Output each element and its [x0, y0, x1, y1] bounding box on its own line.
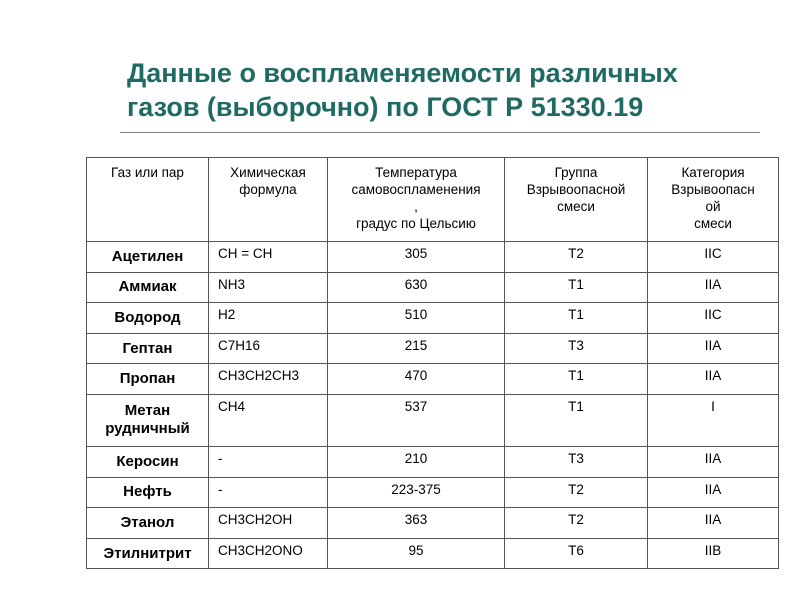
title-line-1: Данные о воспламеняемости различных	[127, 58, 678, 88]
cell-category: I	[648, 394, 779, 446]
cell-gas	[87, 303, 209, 334]
header-category-line: Взрывоопасн	[671, 182, 755, 197]
gas-name: Этилнитрит	[103, 544, 192, 562]
cell-formula: -	[209, 477, 328, 508]
cell-formula: C7H16	[209, 333, 328, 364]
table-row	[87, 538, 779, 569]
gas-name: Пропан	[119, 370, 176, 388]
gas-name: рудничный	[105, 420, 190, 438]
cell-group: T3	[505, 446, 648, 477]
cell-gas	[87, 508, 209, 539]
title-line-2: газов (выборочно) по ГОСТ Р 51330.19	[127, 92, 644, 122]
page-title	[127, 56, 767, 124]
gas-name: Метан	[124, 402, 171, 420]
header-category-line: ой	[705, 199, 721, 214]
cell-formula: CH4	[209, 394, 328, 446]
cell-gas	[87, 364, 209, 395]
cell-gas	[87, 242, 209, 273]
header-temperature-line: градус по Цельсию	[356, 216, 476, 231]
cell-category: IIA	[648, 333, 779, 364]
header-formula-line: формула	[239, 182, 297, 197]
cell-temperature: 210	[328, 446, 505, 477]
cell-group: T2	[505, 477, 648, 508]
cell-temperature: 363	[328, 508, 505, 539]
header-temperature-line: Температура	[375, 165, 457, 180]
table-row	[87, 394, 779, 446]
table-header-row	[87, 158, 779, 242]
gas-name: Ацетилен	[111, 247, 184, 265]
cell-temperature: 630	[328, 272, 505, 303]
flammability-table	[86, 157, 779, 569]
header-gas-line: Газ или пар	[111, 165, 184, 180]
gas-name: Аммиак	[118, 278, 177, 296]
header-group	[505, 158, 648, 242]
cell-group: T1	[505, 394, 648, 446]
gas-name: Нефть	[123, 483, 172, 501]
header-group-line: смеси	[557, 199, 595, 214]
cell-gas	[87, 446, 209, 477]
table-row	[87, 364, 779, 395]
header-gas	[87, 158, 209, 242]
gas-name: Гептан	[122, 339, 173, 357]
title-divider	[120, 132, 760, 133]
cell-formula: CH = CH	[209, 242, 328, 273]
cell-gas	[87, 272, 209, 303]
cell-category: IIB	[648, 538, 779, 569]
cell-gas	[87, 477, 209, 508]
gas-name: Керосин	[116, 452, 179, 470]
cell-category: IIA	[648, 364, 779, 395]
cell-group: T6	[505, 538, 648, 569]
header-group-line: Взрывоопасной	[526, 182, 626, 197]
header-temperature	[328, 158, 505, 242]
cell-temperature: 510	[328, 303, 505, 334]
cell-category: IIA	[648, 508, 779, 539]
cell-temperature: 215	[328, 333, 505, 364]
header-temperature-line: ,	[414, 199, 418, 214]
cell-category: IIA	[648, 272, 779, 303]
table-row	[87, 333, 779, 364]
cell-group: T1	[505, 272, 648, 303]
cell-category: IIA	[648, 446, 779, 477]
cell-formula: CH3CH2CH3	[209, 364, 328, 395]
cell-group: T2	[505, 242, 648, 273]
table-row	[87, 446, 779, 477]
table-row	[87, 242, 779, 273]
cell-temperature: 95	[328, 538, 505, 569]
table-row	[87, 508, 779, 539]
cell-temperature: 223-375	[328, 477, 505, 508]
cell-temperature: 305	[328, 242, 505, 273]
header-category	[648, 158, 779, 242]
cell-formula: CH3CH2ONO	[209, 538, 328, 569]
cell-gas	[87, 538, 209, 569]
cell-category: IIC	[648, 242, 779, 273]
cell-gas	[87, 394, 209, 446]
cell-group: T2	[505, 508, 648, 539]
cell-gas	[87, 333, 209, 364]
cell-formula: NH3	[209, 272, 328, 303]
cell-formula: -	[209, 446, 328, 477]
table-row	[87, 477, 779, 508]
cell-group: T3	[505, 333, 648, 364]
header-formula-line: Химическая	[230, 165, 306, 180]
cell-category: IIC	[648, 303, 779, 334]
cell-temperature: 470	[328, 364, 505, 395]
cell-category: IIA	[648, 477, 779, 508]
header-temperature-line: самовоспламенения	[351, 182, 481, 197]
header-group-line: Группа	[554, 165, 598, 180]
gas-name: Водород	[114, 308, 181, 326]
header-formula	[209, 158, 328, 242]
table-row	[87, 272, 779, 303]
header-category-line: смеси	[694, 216, 732, 231]
cell-formula: H2	[209, 303, 328, 334]
cell-formula: CH3CH2OH	[209, 508, 328, 539]
gas-name: Этанол	[120, 513, 175, 531]
table-row	[87, 303, 779, 334]
cell-group: T1	[505, 364, 648, 395]
header-category-line: Категория	[681, 165, 745, 180]
cell-temperature: 537	[328, 394, 505, 446]
cell-group: T1	[505, 303, 648, 334]
